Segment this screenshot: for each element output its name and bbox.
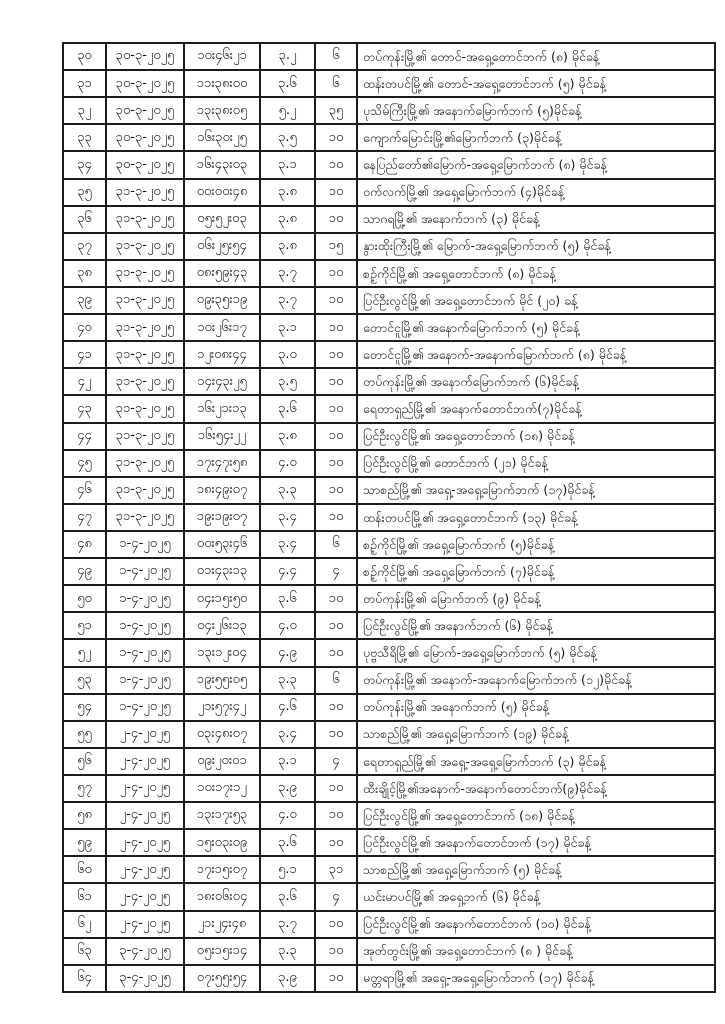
serial-number-cell: ၃၅: [63, 179, 106, 206]
date-cell: ၂-၄-၂၀၂၅: [106, 748, 184, 775]
date-cell: ၁-၄-၂၀၂၅: [106, 585, 184, 612]
time-cell: ၁၃း၁၂း၀၄: [184, 639, 260, 666]
date-cell: ၃၀-၃-၂၀၂၅: [106, 151, 184, 178]
depth-cell: ၁၀: [315, 206, 357, 233]
date-cell: ၂-၄-၂၀၂၅: [106, 829, 184, 856]
serial-number-cell: ၃၄: [63, 151, 106, 178]
serial-number-cell: ၅၇: [63, 775, 106, 802]
magnitude-cell: ၃.၄: [260, 504, 315, 531]
location-cell: တောင်ငူမြို့၏ အနောက်မြောက်ဘက် (၅) မိုင်ခန့်: [357, 314, 715, 341]
serial-number-cell: ၅၆: [63, 748, 106, 775]
table-row: [63, 504, 715, 531]
serial-number-cell: ၃၁: [63, 70, 106, 97]
depth-cell: ၁၀: [315, 802, 357, 829]
time-cell: ၁၃း၃၈း၀၅: [184, 97, 260, 124]
location-cell: ထန်းတပင်မြို့၏ အရှေ့တောင်ဘက် (၁၃) မိုင်ခန့်: [357, 504, 715, 531]
table-row: [63, 748, 715, 775]
magnitude-cell: ၃.၁: [260, 151, 315, 178]
serial-number-cell: ၅၈: [63, 802, 106, 829]
depth-cell: ၁၀: [315, 179, 357, 206]
serial-number-cell: ၆၃: [63, 938, 106, 965]
date-cell: ၂-၄-၂၀၂၅: [106, 775, 184, 802]
date-cell: ၁-၄-၂၀၂၅: [106, 639, 184, 666]
serial-number-cell: ၆၁: [63, 883, 106, 910]
date-cell: ၃၁-၃-၂၀၂၅: [106, 477, 184, 504]
table-row: [63, 233, 715, 260]
table-row: [63, 667, 715, 694]
time-cell: ၁၃း၁၇း၅၃: [184, 802, 260, 829]
location-cell: စဉ့်ကိုင်မြို့၏ အရှေ့မြောက်ဘက် (၅)မိုင်ခန့်: [357, 531, 715, 558]
time-cell: ၁၈း၄၉း၀၇: [184, 477, 260, 504]
location-cell: ထန်းတပင်မြို့၏ တောင်-အရှေ့တောင်ဘက် (၅) မိုင်ခန့်: [357, 70, 715, 97]
table-row: [63, 395, 715, 422]
depth-cell: ၄: [315, 558, 357, 585]
magnitude-cell: ၃.၀: [260, 341, 315, 368]
magnitude-cell: ၄.၀: [260, 802, 315, 829]
serial-number-cell: ၃၆: [63, 206, 106, 233]
depth-cell: ၁၀: [315, 368, 357, 395]
time-cell: ၁၁း၃၈း၀၀: [184, 70, 260, 97]
magnitude-cell: ၃.၆: [260, 395, 315, 422]
magnitude-cell: ၄.၀: [260, 612, 315, 639]
magnitude-cell: ၃.၆: [260, 829, 315, 856]
serial-number-cell: ၅၁: [63, 612, 106, 639]
depth-cell: ၁၀: [315, 395, 357, 422]
magnitude-cell: ၃.၈: [260, 423, 315, 450]
time-cell: ၁၀း၄၆း၂၁: [184, 43, 260, 70]
serial-number-cell: ၄၈: [63, 531, 106, 558]
depth-cell: ၃၁: [315, 856, 357, 883]
table-row: [63, 260, 715, 287]
magnitude-cell: ၃.၂: [260, 43, 315, 70]
serial-number-cell: ၄၄: [63, 423, 106, 450]
location-cell: သာဂရမြို့၏ အနောက်ဘက် (၃) မိုင်ခန့်: [357, 206, 715, 233]
location-cell: ပြင်ဦးလွင်မြို့၏ တောင်ဘက် (၂၁) မိုင်ခန့်: [357, 450, 715, 477]
depth-cell: ၁၀: [315, 612, 357, 639]
location-cell: ပြင်ဦးလွင်မြို့၏ အနောက်တောင်ဘက် (၁၇) မိုင်ခန့်: [357, 829, 715, 856]
depth-cell: ၁၀: [315, 124, 357, 151]
depth-cell: ၁၀: [315, 341, 357, 368]
table-row: [63, 314, 715, 341]
time-cell: ၁၂း၀၈း၄၄: [184, 341, 260, 368]
table-row: [63, 639, 715, 666]
serial-number-cell: ၅၂: [63, 639, 106, 666]
location-cell: ထီးချိုင့်မြို့၏အနောက်-အနောက်တောင်ဘက်(၉)မိုင်ခန့်: [357, 775, 715, 802]
depth-cell: ၁၀: [315, 694, 357, 721]
time-cell: ၀၈း၅၉း၄၃: [184, 260, 260, 287]
magnitude-cell: ၃.၃: [260, 667, 315, 694]
time-cell: ၁၄း၄၃း၂၅: [184, 368, 260, 395]
serial-number-cell: ၅၉: [63, 829, 106, 856]
magnitude-cell: ၃.၇: [260, 287, 315, 314]
date-cell: ၂-၄-၂၀၂၅: [106, 911, 184, 938]
location-cell: ရေတာရှည်မြို့၏ အနောက်တောင်ဘက်(၇)မိုင်ခန့်: [357, 395, 715, 422]
time-cell: ၂၁း၅၇း၄၂: [184, 694, 260, 721]
magnitude-cell: ၃.၄: [260, 531, 315, 558]
magnitude-cell: ၃.၁: [260, 748, 315, 775]
magnitude-cell: ၃.၈: [260, 206, 315, 233]
time-cell: ၁၆း၄၃း၀၃: [184, 151, 260, 178]
time-cell: ၂၁း၂၄း၄၈: [184, 911, 260, 938]
location-cell: ရေတာရှည်မြို့၏ အရှေ့-အရှေ့မြောက်ဘက် (၃) မိုင်ခန့်: [357, 748, 715, 775]
serial-number-cell: ၄၉: [63, 558, 106, 585]
date-cell: ၃-၄-၂၀၂၅: [106, 938, 184, 965]
serial-number-cell: ၃၇: [63, 233, 106, 260]
location-cell: မတ္တရာမြို့၏ အရှေ့-အရှေ့မြောက်ဘက် (၁၇) မိုင်ခန့်: [357, 965, 715, 992]
date-cell: ၃-၄-၂၀၂၅: [106, 965, 184, 992]
location-cell: တပ်ကုန်းမြို့၏ အနောက်ဘက် (၅) မိုင်ခန့်: [357, 694, 715, 721]
time-cell: ၀၉း၂၀း၀၁: [184, 748, 260, 775]
time-cell: ၁၆း၃၀း၂၅: [184, 124, 260, 151]
table-row: [63, 151, 715, 178]
date-cell: ၁-၄-၂၀၂၅: [106, 667, 184, 694]
date-cell: ၁-၄-၂၀၂၅: [106, 558, 184, 585]
location-cell: သာစည်မြို့၏ အရှေ့မြောက်ဘက် (၁၉) မိုင်ခန့်: [357, 721, 715, 748]
location-cell: နေပြည်တော်၏မြောက်-အရှေ့မြောက်ဘက် (၈) မိုင်ခန့်: [357, 151, 715, 178]
date-cell: ၃၁-၃-၂၀၂၅: [106, 314, 184, 341]
magnitude-cell: ၃.၅: [260, 368, 315, 395]
depth-cell: ၁၀: [315, 965, 357, 992]
location-cell: နွားထိုးကြီးမြို့၏ မြောက်-အရှေ့မြောက်ဘက် (၅) မိုင်ခန့်: [357, 233, 715, 260]
time-cell: ၁၇း၁၅း၀၇: [184, 856, 260, 883]
table-row: [63, 585, 715, 612]
serial-number-cell: ၃၂: [63, 97, 106, 124]
depth-cell: ၆: [315, 667, 357, 694]
serial-number-cell: ၅၃: [63, 667, 106, 694]
serial-number-cell: ၄၀: [63, 314, 106, 341]
date-cell: ၃၁-၃-၂၀၂၅: [106, 395, 184, 422]
table-row: [63, 97, 715, 124]
depth-cell: ၁၀: [315, 721, 357, 748]
time-cell: ၀၉း၃၅း၁၉: [184, 287, 260, 314]
depth-cell: ၆: [315, 70, 357, 97]
table-row: [63, 287, 715, 314]
location-cell: ပုသိမ်ကြီးမြို့၏ အနောက်မြောက်ဘက် (၅)မိုင်ခန့်: [357, 97, 715, 124]
date-cell: ၂-၄-၂၀၂၅: [106, 856, 184, 883]
table-row: [63, 911, 715, 938]
table-row: [63, 802, 715, 829]
table-row: [63, 883, 715, 910]
location-cell: စဉ့်ကိုင်မြို့၏ အရှေ့မြောက်ဘက် (၇)မိုင်ခန့်: [357, 558, 715, 585]
depth-cell: ၁၅: [315, 233, 357, 260]
serial-number-cell: ၅၄: [63, 694, 106, 721]
time-cell: ၀၃း၄၈း၀၇: [184, 721, 260, 748]
date-cell: ၃၁-၃-၂၀၂၅: [106, 179, 184, 206]
magnitude-cell: ၃.၃: [260, 477, 315, 504]
location-cell: ပြင်ဦးလွင်မြို့၏ အရှေ့တောင်ဘက် မိုင် (၂၀) ခန့်: [357, 287, 715, 314]
serial-number-cell: ၃၀: [63, 43, 106, 70]
time-cell: ၀၅း၅၂း၀၃: [184, 206, 260, 233]
magnitude-cell: ၄.၉: [260, 639, 315, 666]
table-row: [63, 965, 715, 992]
depth-cell: ၆: [315, 43, 357, 70]
serial-number-cell: ၆၀: [63, 856, 106, 883]
magnitude-cell: ၃.၉: [260, 775, 315, 802]
depth-cell: ၁၀: [315, 314, 357, 341]
magnitude-cell: ၃.၈: [260, 233, 315, 260]
location-cell: ပြင်ဦးလွင်မြို့၏ အရှေ့တောင်ဘက် (၁၈) မိုင်ခန့်: [357, 802, 715, 829]
table-row: [63, 775, 715, 802]
serial-number-cell: ၄၃: [63, 395, 106, 422]
serial-number-cell: ၄၁: [63, 341, 106, 368]
depth-cell: ၁၀: [315, 639, 357, 666]
date-cell: ၃၁-၃-၂၀၂၅: [106, 423, 184, 450]
date-cell: ၃၀-၃-၂၀၂၅: [106, 70, 184, 97]
date-cell: ၃၁-၃-၂၀၂၅: [106, 368, 184, 395]
magnitude-cell: ၃.၄: [260, 721, 315, 748]
date-cell: ၃၁-၃-၂၀၂၅: [106, 450, 184, 477]
serial-number-cell: ၅၀: [63, 585, 106, 612]
table-row: [63, 206, 715, 233]
location-cell: တပ်ကုန်းမြို့၏ မြောက်ဘက် (၉) မိုင်ခန့်: [357, 585, 715, 612]
depth-cell: ၁၀: [315, 775, 357, 802]
table-row: [63, 829, 715, 856]
location-cell: ဝက်လက်မြို့၏ အရှေ့မြောက်ဘက် (၄)မိုင်ခန့်: [357, 179, 715, 206]
location-cell: ပြင်ဦးလွင်မြို့၏ အနောက်ဘက် (၆) မိုင်ခန့်: [357, 612, 715, 639]
serial-number-cell: ၄၅: [63, 450, 106, 477]
magnitude-cell: ၅.၁: [260, 856, 315, 883]
serial-number-cell: ၄၆: [63, 477, 106, 504]
serial-number-cell: ၆၄: [63, 965, 106, 992]
date-cell: ၃၁-၃-၂၀၂၅: [106, 260, 184, 287]
depth-cell: ၁၀: [315, 585, 357, 612]
table-body: [63, 43, 715, 992]
time-cell: ၀၆း၂၅း၅၄: [184, 233, 260, 260]
time-cell: ၁၉း၅၅း၀၅: [184, 667, 260, 694]
magnitude-cell: ၃.၁: [260, 314, 315, 341]
location-cell: ကျောက်မြောင်းမြို့၏မြောက်ဘက် (၃)မိုင်ခန့်: [357, 124, 715, 151]
serial-number-cell: ၃၉: [63, 287, 106, 314]
depth-cell: ၄: [315, 883, 357, 910]
date-cell: ၃၁-၃-၂၀၂၅: [106, 341, 184, 368]
date-cell: ၃၁-၃-၂၀၂၅: [106, 233, 184, 260]
location-cell: တပ်ကုန်းမြို့၏ အနောက်မြောက်ဘက် (၆)မိုင်ခန့်: [357, 368, 715, 395]
serial-number-cell: ၄၂: [63, 368, 106, 395]
date-cell: ၃၁-၃-၂၀၂၅: [106, 504, 184, 531]
time-cell: ၀၇း၅၅း၅၄: [184, 965, 260, 992]
magnitude-cell: ၃.၆: [260, 70, 315, 97]
date-cell: ၂-၄-၂၀၂၅: [106, 883, 184, 910]
time-cell: ၀၄း၂၆း၁၃: [184, 612, 260, 639]
location-cell: အုတ်တွင်းမြို့၏ အရှေ့တောင်ဘက် (၈ ) မိုင်ခန့်: [357, 938, 715, 965]
table-row: [63, 694, 715, 721]
table-row: [63, 938, 715, 965]
magnitude-cell: ၃.၇: [260, 260, 315, 287]
depth-cell: ၁၀: [315, 423, 357, 450]
depth-cell: ၄: [315, 748, 357, 775]
time-cell: ၁၇း၄၇း၅၈: [184, 450, 260, 477]
serial-number-cell: ၆၂: [63, 911, 106, 938]
location-cell: တပ်ကုန်းမြို့၏ တောင်-အရှေ့တောင်ဘက် (၈) မိုင်ခန့်: [357, 43, 715, 70]
location-cell: သာစည်မြို့၏ အရှေ့မြောက်ဘက် (၅) မိုင်ခန့်: [357, 856, 715, 883]
table-row: [63, 612, 715, 639]
depth-cell: ၃၅: [315, 97, 357, 124]
date-cell: ၂-၄-၂၀၂၅: [106, 721, 184, 748]
date-cell: ၃၀-၃-၂၀၂၅: [106, 43, 184, 70]
depth-cell: ၁၀: [315, 477, 357, 504]
time-cell: ၁၆း၅၄း၂၂: [184, 423, 260, 450]
magnitude-cell: ၃.၆: [260, 585, 315, 612]
magnitude-cell: ၄.၆: [260, 694, 315, 721]
time-cell: ၀၀း၅၃း၄၆: [184, 531, 260, 558]
time-cell: ၀၅း၁၅း၁၄: [184, 938, 260, 965]
serial-number-cell: ၄၇: [63, 504, 106, 531]
table-row: [63, 423, 715, 450]
table-row: [63, 531, 715, 558]
table-row: [63, 721, 715, 748]
time-cell: ၁၉း၁၉း၀၇: [184, 504, 260, 531]
magnitude-cell: ၄.၄: [260, 558, 315, 585]
depth-cell: ၆: [315, 531, 357, 558]
magnitude-cell: ၃.၃: [260, 938, 315, 965]
date-cell: ၁-၄-၂၀၂၅: [106, 694, 184, 721]
depth-cell: ၁၀: [315, 911, 357, 938]
location-cell: တောင်ငူမြို့၏ အနောက်-အနောက်မြောက်ဘက် (၈) မိုင်ခန့်: [357, 341, 715, 368]
time-cell: ၀၁း၄၃း၁၃: [184, 558, 260, 585]
date-cell: ၂-၄-၂၀၂၅: [106, 802, 184, 829]
table-row: [63, 450, 715, 477]
location-cell: တပ်ကုန်းမြို့၏ အနောက်-အနောက်မြောက်ဘက် (၁၂)မိုင်ခန့်: [357, 667, 715, 694]
magnitude-cell: ၃.၉: [260, 965, 315, 992]
serial-number-cell: ၃၈: [63, 260, 106, 287]
table-row: [63, 341, 715, 368]
time-cell: ၁၈း၀၆း၀၄: [184, 883, 260, 910]
magnitude-cell: ၅.၂: [260, 97, 315, 124]
table-row: [63, 124, 715, 151]
table-row: [63, 70, 715, 97]
location-cell: သာစည်မြို့၏ အရှေ့-အရှေ့မြောက်ဘက် (၁၇)မိုင်ခန့်: [357, 477, 715, 504]
table-row: [63, 856, 715, 883]
date-cell: ၃၀-၃-၂၀၂၅: [106, 124, 184, 151]
depth-cell: ၁၀: [315, 450, 357, 477]
magnitude-cell: ၃.၅: [260, 124, 315, 151]
magnitude-cell: ၄.၀: [260, 450, 315, 477]
time-cell: ၁၆း၂၁း၁၃: [184, 395, 260, 422]
table-row: [63, 558, 715, 585]
location-cell: ပုဗ္ဗသီရိမြို့၏ မြောက်-အရှေ့မြောက်ဘက် (၅) မိုင်ခန့်: [357, 639, 715, 666]
magnitude-cell: ၃.၆: [260, 883, 315, 910]
table-row: [63, 368, 715, 395]
location-cell: ပြင်ဦးလွင်မြို့၏ အနောက်တောင်ဘက် (၁၀) မိုင်ခန့်: [357, 911, 715, 938]
location-cell: ပြင်ဦးလွင်မြို့၏ အရှေ့တောင်ဘက် (၁၈) မိုင်ခန့်: [357, 423, 715, 450]
magnitude-cell: ၃.၈: [260, 179, 315, 206]
time-cell: ၁၀း၁၇း၁၂: [184, 775, 260, 802]
time-cell: ၁၀း၂၆း၁၇: [184, 314, 260, 341]
date-cell: ၃၀-၃-၂၀၂၅: [106, 97, 184, 124]
location-cell: စဉ့်ကိုင်မြို့၏ အရှေ့တောင်ဘက် (၈) မိုင်ခန့်: [357, 260, 715, 287]
depth-cell: ၁၀: [315, 287, 357, 314]
table-row: [63, 477, 715, 504]
earthquake-aftershock-table: [62, 42, 716, 993]
depth-cell: ၁၀: [315, 829, 357, 856]
table-row: [63, 43, 715, 70]
time-cell: ၀၄း၁၅း၅၀: [184, 585, 260, 612]
serial-number-cell: ၃၃: [63, 124, 106, 151]
depth-cell: ၁၀: [315, 260, 357, 287]
location-cell: ယင်းမာပင်မြို့၏ အရှေ့ဘက် (၆) မိုင်ခန့်: [357, 883, 715, 910]
depth-cell: ၁၀: [315, 151, 357, 178]
depth-cell: ၁၀: [315, 504, 357, 531]
date-cell: ၁-၄-၂၀၂၅: [106, 612, 184, 639]
date-cell: ၃၁-၃-၂၀၂၅: [106, 206, 184, 233]
time-cell: ၁၅း၀၃း၀၉: [184, 829, 260, 856]
date-cell: ၃၁-၃-၂၀၂၅: [106, 287, 184, 314]
table-row: [63, 179, 715, 206]
magnitude-cell: ၃.၇: [260, 911, 315, 938]
serial-number-cell: ၅၅: [63, 721, 106, 748]
time-cell: ၀၀း၀၀း၄၈: [184, 179, 260, 206]
date-cell: ၁-၄-၂၀၂၅: [106, 531, 184, 558]
depth-cell: ၁၀: [315, 938, 357, 965]
